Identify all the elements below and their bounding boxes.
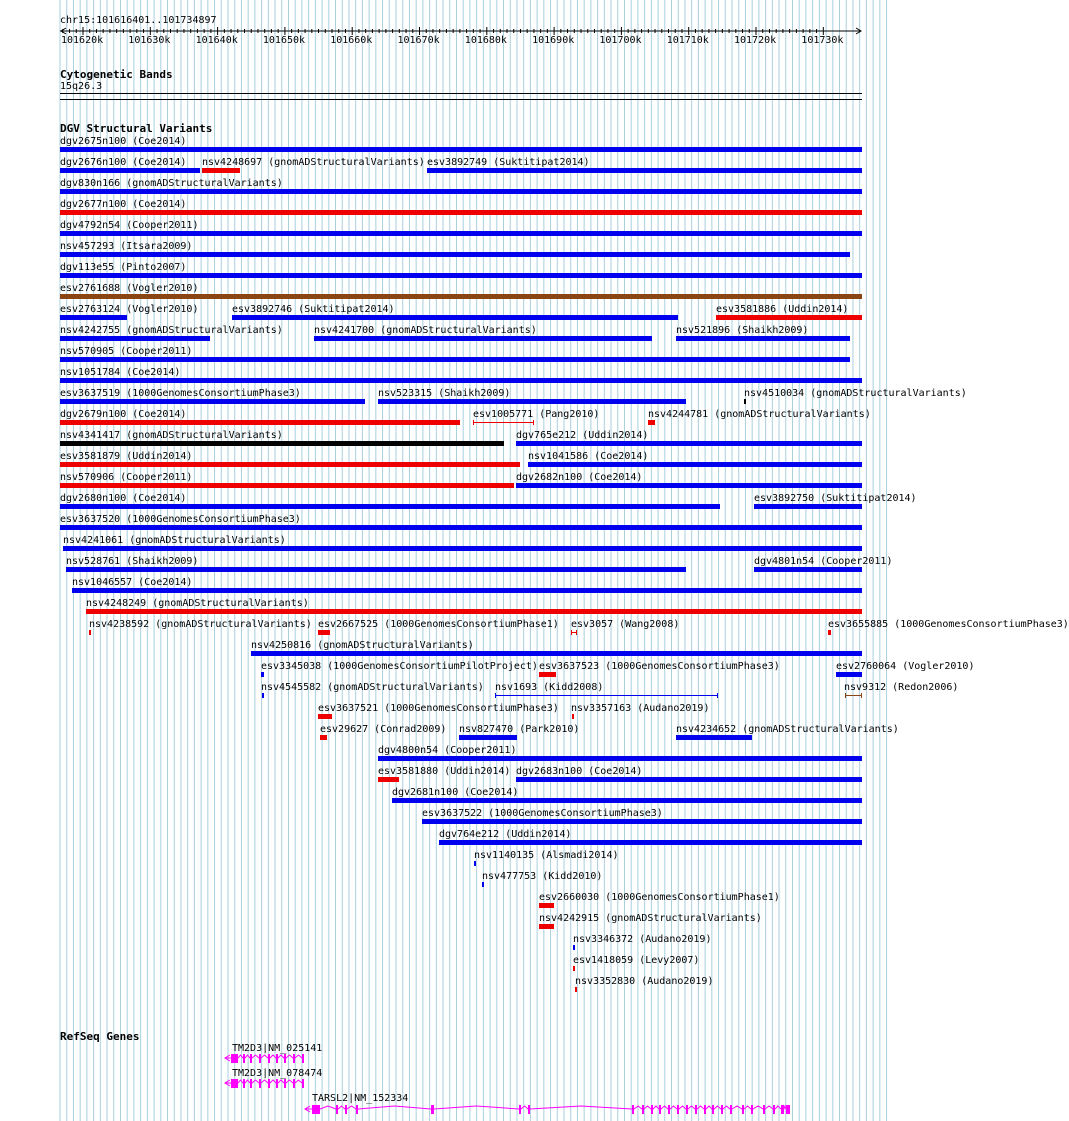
variant-label[interactable]: esv3057 (Wang2008): [571, 619, 680, 630]
gene-intron-line: [320, 1106, 786, 1109]
variant-label[interactable]: dgv2680n100 (Coe2014): [60, 493, 187, 504]
variant-label[interactable]: esv3581880 (Uddin2014): [378, 766, 511, 777]
gene-exon: [730, 1105, 732, 1114]
variant-feature[interactable]: [60, 273, 862, 278]
variant-label[interactable]: nsv4244781 (gnomADStructuralVariants): [648, 409, 871, 420]
variant-feature[interactable]: [474, 861, 476, 866]
variant-endpoint: [533, 420, 534, 425]
gene-exon: [231, 1079, 238, 1088]
variant-feature[interactable]: [60, 210, 862, 215]
variant-label[interactable]: esv3581879 (Uddin2014): [60, 451, 193, 462]
variant-label[interactable]: nsv1693 (Kidd2008): [495, 682, 604, 693]
variant-feature[interactable]: [60, 315, 127, 320]
cytogenetic-bands-title: Cytogenetic Bands: [60, 68, 173, 81]
variant-label[interactable]: nsv4238592 (gnomADStructuralVariants): [89, 619, 312, 630]
variant-feature[interactable]: [516, 777, 862, 782]
variant-label[interactable]: nsv1140135 (Alsmadi2014): [474, 850, 619, 861]
variant-label[interactable]: nsv4510034 (gnomADStructuralVariants): [744, 388, 967, 399]
ruler-tick-label: 101650k: [262, 35, 306, 46]
variant-feature[interactable]: [754, 567, 862, 572]
ruler-tick-label: 101640k: [195, 35, 238, 46]
ruler-tick-label: 101690k: [532, 35, 575, 46]
variant-label[interactable]: nsv827470 (Park2010): [459, 724, 580, 735]
variant-feature[interactable]: [571, 630, 577, 635]
variant-feature[interactable]: [539, 903, 554, 908]
ruler-tick-label: 101710k: [666, 35, 709, 46]
gene-exon: [742, 1105, 744, 1114]
variant-label[interactable]: dgv2679n100 (Coe2014): [60, 409, 187, 420]
variant-feature[interactable]: [539, 924, 554, 929]
gene-exon: [276, 1079, 278, 1088]
variant-feature[interactable]: [318, 714, 332, 719]
gene-exon: [293, 1054, 295, 1063]
gene-exon: [528, 1105, 530, 1114]
variant-label[interactable]: dgv764e212 (Uddin2014): [439, 829, 572, 840]
variant-feature[interactable]: [60, 231, 862, 236]
gene-exon: [345, 1105, 347, 1114]
variant-feature[interactable]: [60, 378, 862, 383]
coordinate-ruler[interactable]: [0, 0, 890, 50]
gene-label[interactable]: TM2D3|NM_025141: [232, 1043, 323, 1054]
variant-feature[interactable]: [378, 777, 399, 782]
variant-label[interactable]: nsv523315 (Shaikh2009): [378, 388, 511, 399]
variant-feature[interactable]: [261, 672, 264, 677]
variant-feature[interactable]: [539, 672, 556, 677]
variant-label[interactable]: nsv4241061 (gnomADStructuralVariants): [63, 535, 286, 546]
variant-feature[interactable]: [516, 483, 862, 488]
variant-label[interactable]: nsv4242755 (gnomADStructuralVariants): [60, 325, 283, 336]
gene-exon: [781, 1105, 784, 1114]
variant-feature[interactable]: [60, 336, 210, 341]
gene-exon: [284, 1079, 286, 1088]
dgv-section-title: DGV Structural Variants: [60, 122, 213, 135]
variant-feature[interactable]: [60, 357, 850, 362]
variant-feature[interactable]: [828, 630, 831, 635]
variant-label[interactable]: nsv521896 (Shaikh2009): [676, 325, 809, 336]
variant-label[interactable]: nsv570905 (Cooper2011): [60, 346, 193, 357]
variant-feature[interactable]: [459, 735, 517, 740]
variant-label[interactable]: esv3892749 (Suktitipat2014): [427, 157, 590, 168]
variant-label[interactable]: esv2761688 (Vogler2010): [60, 283, 199, 294]
variant-label[interactable]: nsv3352830 (Audano2019): [575, 976, 714, 987]
variant-feature[interactable]: [60, 462, 520, 467]
variant-feature[interactable]: [60, 294, 862, 299]
variant-label[interactable]: nsv4250816 (gnomADStructuralVariants): [251, 640, 474, 651]
variant-endpoint: [861, 693, 862, 698]
variant-endpoint: [845, 693, 846, 698]
variant-feature[interactable]: [495, 695, 718, 696]
gene-model[interactable]: [0, 1076, 890, 1090]
variant-feature[interactable]: [66, 567, 686, 572]
gene-exon: [231, 1054, 238, 1063]
variant-feature[interactable]: [439, 840, 862, 845]
variant-feature[interactable]: [716, 315, 862, 320]
variant-feature[interactable]: [572, 714, 574, 719]
variant-label[interactable]: nsv1051784 (Coe2014): [60, 367, 181, 378]
variant-label[interactable]: nsv477753 (Kidd2010): [482, 871, 603, 882]
variant-label[interactable]: esv3637519 (1000GenomesConsortiumPhase3): [60, 388, 301, 399]
variant-feature[interactable]: [60, 189, 862, 194]
variant-feature[interactable]: [516, 441, 862, 446]
variant-feature[interactable]: [60, 168, 200, 173]
variant-label[interactable]: nsv3346372 (Audano2019): [573, 934, 712, 945]
variant-feature[interactable]: [63, 546, 862, 551]
variant-label[interactable]: dgv2682n100 (Coe2014): [516, 472, 643, 483]
variant-feature[interactable]: [676, 336, 850, 341]
variant-label[interactable]: nsv4341417 (gnomADStructuralVariants): [60, 430, 283, 441]
variant-label[interactable]: esv3892746 (Suktitipat2014): [232, 304, 395, 315]
variant-label[interactable]: esv3892750 (Suktitipat2014): [754, 493, 917, 504]
variant-feature[interactable]: [427, 168, 862, 173]
variant-label[interactable]: esv3655885 (1000GenomesConsortiumPhase3): [828, 619, 1069, 630]
variant-label[interactable]: dgv830n166 (gnomADStructuralVariants): [60, 178, 283, 189]
gene-exon: [431, 1105, 434, 1114]
gene-exon: [259, 1079, 261, 1088]
variant-label[interactable]: nsv4242915 (gnomADStructuralVariants): [539, 913, 762, 924]
variant-feature[interactable]: [836, 672, 862, 677]
variant-feature[interactable]: [320, 735, 327, 740]
variant-label[interactable]: esv1005771 (Pang2010): [473, 409, 600, 420]
variant-feature[interactable]: [378, 756, 862, 761]
variant-label[interactable]: dgv113e55 (Pinto2007): [60, 262, 187, 273]
gene-exon: [243, 1054, 245, 1063]
gene-exon: [250, 1054, 252, 1063]
gene-exon: [751, 1105, 753, 1114]
variant-label[interactable]: dgv4801n54 (Cooper2011): [754, 556, 893, 567]
variant-feature[interactable]: [473, 422, 534, 423]
gene-exon: [712, 1105, 714, 1114]
variant-label[interactable]: esv2667525 (1000GenomesConsortiumPhase1): [318, 619, 559, 630]
gene-exon: [356, 1105, 358, 1114]
variant-label[interactable]: esv2763124 (Vogler2010): [60, 304, 199, 315]
variant-feature[interactable]: [392, 798, 862, 803]
variant-feature[interactable]: [744, 399, 746, 404]
gene-model[interactable]: [0, 1102, 890, 1116]
gene-exon: [686, 1105, 688, 1114]
gene-exon: [312, 1105, 320, 1114]
variant-label[interactable]: nsv1046557 (Coe2014): [72, 577, 193, 588]
gene-exon: [668, 1105, 670, 1114]
gene-label[interactable]: TM2D3|NM_078474: [232, 1068, 323, 1079]
band-track-bottom-line: [60, 99, 862, 100]
gene-exon: [519, 1105, 521, 1114]
gene-exon: [763, 1105, 765, 1114]
variant-feature[interactable]: [232, 315, 678, 320]
variant-feature[interactable]: [845, 695, 862, 696]
gene-exon: [642, 1105, 644, 1114]
variant-label[interactable]: nsv3357163 (Audano2019): [571, 703, 710, 714]
variant-label[interactable]: dgv2677n100 (Coe2014): [60, 199, 187, 210]
variant-label[interactable]: esv3345038 (1000GenomesConsortiumPilotProject): [261, 661, 538, 672]
variant-feature[interactable]: [754, 504, 862, 509]
ruler-tick-label: 101680k: [464, 35, 507, 46]
gene-label[interactable]: TARSL2|NM_152334: [312, 1093, 409, 1104]
variant-label[interactable]: esv2760064 (Vogler2010): [836, 661, 975, 672]
gene-exon: [268, 1054, 270, 1063]
ruler-tick-label: 101620k: [61, 35, 104, 46]
gene-exon: [659, 1105, 661, 1114]
variant-feature[interactable]: [89, 630, 91, 635]
gene-exon: [773, 1105, 775, 1114]
variant-feature[interactable]: [314, 336, 652, 341]
variant-feature[interactable]: [60, 147, 862, 152]
variant-feature[interactable]: [648, 420, 655, 425]
variant-label[interactable]: esv3637523 (1000GenomesConsortiumPhase3): [539, 661, 780, 672]
ruler-tick-label: 101670k: [397, 35, 440, 46]
gene-exon: [632, 1105, 634, 1114]
variant-label[interactable]: dgv4792n54 (Cooper2011): [60, 220, 199, 231]
variant-endpoint: [717, 693, 718, 698]
ruler-tick-label: 101630k: [128, 35, 171, 46]
variant-feature[interactable]: [262, 693, 264, 698]
gene-exon: [302, 1054, 304, 1063]
variant-feature[interactable]: [482, 882, 484, 887]
variant-feature[interactable]: [575, 987, 577, 992]
variant-feature[interactable]: [60, 420, 460, 425]
variant-label[interactable]: dgv2683n100 (Coe2014): [516, 766, 643, 777]
variant-feature[interactable]: [573, 945, 575, 950]
gene-exon: [721, 1105, 723, 1114]
variant-feature[interactable]: [318, 630, 330, 635]
variant-feature[interactable]: [378, 399, 686, 404]
variant-label[interactable]: esv3637520 (1000GenomesConsortiumPhase3): [60, 514, 301, 525]
ruler-tick-label: 101700k: [599, 35, 642, 46]
gene-exon: [302, 1079, 304, 1088]
gene-exon: [677, 1105, 679, 1114]
ruler-tick-label: 101730k: [801, 35, 844, 46]
gene-exon: [276, 1054, 278, 1063]
variant-feature[interactable]: [60, 525, 862, 530]
variant-label[interactable]: nsv528761 (Shaikh2009): [66, 556, 199, 567]
gene-exon: [651, 1105, 653, 1114]
variant-label[interactable]: dgv4800n54 (Cooper2011): [378, 745, 517, 756]
gene-exon: [250, 1079, 252, 1088]
variant-label[interactable]: esv3637521 (1000GenomesConsortiumPhase3): [318, 703, 559, 714]
variant-endpoint: [473, 420, 474, 425]
variant-label[interactable]: dgv765e212 (Uddin2014): [516, 430, 649, 441]
variant-label[interactable]: dgv2676n100 (Coe2014): [60, 157, 187, 168]
variant-feature[interactable]: [528, 462, 862, 467]
variant-feature[interactable]: [60, 252, 850, 257]
variant-feature[interactable]: [60, 399, 365, 404]
variant-label[interactable]: nsv570906 (Cooper2011): [60, 472, 193, 483]
variant-label[interactable]: nsv4241700 (gnomADStructuralVariants): [314, 325, 537, 336]
variant-endpoint: [495, 693, 496, 698]
gene-exon: [786, 1105, 790, 1114]
gene-exon: [243, 1079, 245, 1088]
location-label: chr15:101616401..101734897: [60, 15, 217, 26]
gene-exon: [259, 1054, 261, 1063]
variant-feature[interactable]: [251, 651, 862, 656]
variant-feature[interactable]: [60, 504, 720, 509]
ruler-tick-label: 101660k: [330, 35, 373, 46]
variant-feature[interactable]: [676, 735, 752, 740]
variant-label[interactable]: esv3581886 (Uddin2014): [716, 304, 849, 315]
variant-feature[interactable]: [422, 819, 862, 824]
gene-exon: [695, 1105, 697, 1114]
variant-feature[interactable]: [86, 609, 862, 614]
variant-label[interactable]: nsv9312 (Redon2006): [844, 682, 959, 693]
gene-exon: [336, 1105, 338, 1114]
variant-label[interactable]: nsv4545582 (gnomADStructuralVariants): [261, 682, 484, 693]
gene-exon: [284, 1054, 286, 1063]
variant-label[interactable]: dgv2681n100 (Coe2014): [392, 787, 519, 798]
gene-exon: [293, 1079, 295, 1088]
variant-feature[interactable]: [72, 588, 862, 593]
variant-label[interactable]: nsv457293 (Itsara2009): [60, 241, 193, 252]
variant-label[interactable]: dgv2675n100 (Coe2014): [60, 136, 187, 147]
variant-feature[interactable]: [60, 483, 514, 488]
variant-feature[interactable]: [202, 168, 240, 173]
refseq-section-title: RefSeq Genes: [60, 1030, 140, 1043]
variant-label[interactable]: nsv4234652 (gnomADStructuralVariants): [676, 724, 899, 735]
variant-label[interactable]: esv2660030 (1000GenomesConsortiumPhase1): [539, 892, 780, 903]
variant-label[interactable]: nsv1041586 (Coe2014): [528, 451, 649, 462]
variant-label[interactable]: esv3637522 (1000GenomesConsortiumPhase3): [422, 808, 663, 819]
gene-exon: [704, 1105, 706, 1114]
variant-connector: [572, 632, 576, 633]
variant-label[interactable]: esv1418059 (Levy2007): [573, 955, 700, 966]
cytogenetic-band-label[interactable]: 15q26.3: [60, 81, 103, 92]
gene-exon: [268, 1079, 270, 1088]
variant-label[interactable]: esv29627 (Conrad2009): [320, 724, 447, 735]
variant-feature[interactable]: [60, 441, 504, 446]
variant-label[interactable]: nsv4248697 (gnomADStructuralVariants): [202, 157, 425, 168]
band-track-top-line: [60, 93, 862, 94]
variant-label[interactable]: nsv4248249 (gnomADStructuralVariants): [86, 598, 309, 609]
variant-feature[interactable]: [573, 966, 575, 971]
gene-model[interactable]: [0, 1051, 890, 1065]
ruler-tick-label: 101720k: [734, 35, 777, 46]
